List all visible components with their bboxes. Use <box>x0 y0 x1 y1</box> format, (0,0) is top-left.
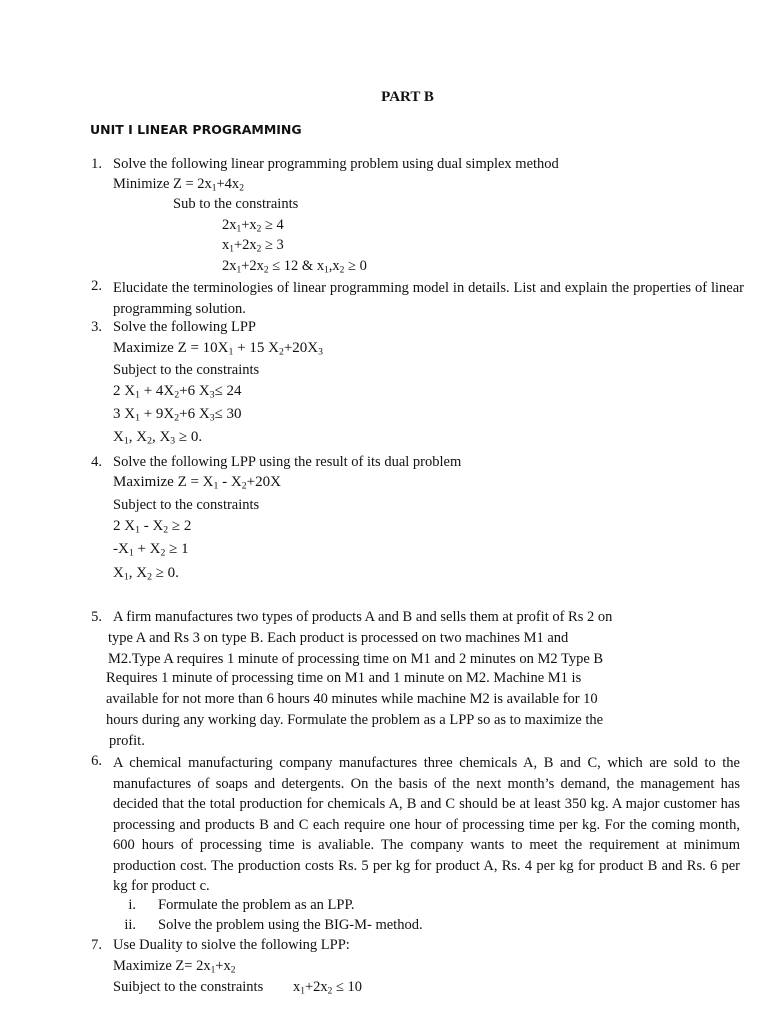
q5-line: profit. <box>109 733 145 749</box>
q7-number: 7. <box>91 937 102 953</box>
q4-sub-label: Subject to the constraints <box>113 497 260 513</box>
q5-line: available for not more than 6 hours 40 minutes while machine M2 is available for 10 <box>106 691 598 707</box>
q1-constraint-2: $x_1+2x_2 \ge 3$ <box>222 237 284 255</box>
q7-objective: Maximize $Z= 2x_1+x_2$ <box>113 958 236 976</box>
q3-constraint-2: 3 $X_1 + 9X_2+6$ $X_3\le 30$ <box>113 406 242 424</box>
q6-sub-i-text: Formulate the problem as an LPP. <box>158 897 355 913</box>
unit-title: UNIT I LINEAR PROGRAMMING <box>90 122 302 137</box>
q5-line: M2.Type A requires 1 minute of processing time on M1 and 2 minutes on M2 Type B <box>108 651 604 667</box>
q5-line: A firm manufactures two types of products A and B and sells them at profit of Rs 2 on <box>113 609 613 625</box>
q4-constraint-1: 2 $X_1 - X_2 \ge 2$ <box>113 518 192 536</box>
q3-number: 3. <box>91 319 102 335</box>
q7-constraint-1: $x_1+2x_2 \le 10$ <box>293 979 363 997</box>
q2-text: Elucidate the terminologies of linear programming model in details. List and explain the properties of linear programming solution. <box>113 280 744 317</box>
q3-constraint-3: $X_1$, $X_2$, $X_3 \ge 0$. <box>113 429 203 447</box>
q1-sub-label: Sub to the constraints <box>173 196 299 212</box>
q1-text: Solve the following linear programming problem using dual simplex method <box>113 156 559 172</box>
q7-text: Use Duality to siolve the following LPP: <box>113 937 350 953</box>
q6-sub-ii-text: Solve the problem using the BIG-M- method. <box>158 917 423 933</box>
q3-text: Solve the following LPP <box>113 319 256 335</box>
q4-number: 4. <box>91 454 102 470</box>
q3-objective: Maximize $Z = 10X_1 + 15$ $X_2+20X_3$ <box>113 340 323 358</box>
q5-line: type A and Rs 3 on type B. Each product is processed on two machines M1 and <box>108 630 569 646</box>
q6-sub-i-number: i. <box>128 897 136 913</box>
q4-objective: Maximize $Z = X_1 - X_2+20X$ <box>113 474 281 492</box>
q5-line: Requires 1 minute of processing time on M1 and 1 minute on M2. Machine M1 is <box>106 670 582 686</box>
q6-number: 6. <box>91 753 102 769</box>
q1-objective: Minimize $Z = 2x_1+4x_2$ <box>113 176 244 194</box>
q4-text: Solve the following LPP using the result of its dual problem <box>113 454 462 470</box>
q1-constraint-3: $2x_1+2x_2 \le 12$ & $x_1,x_2 \ge 0$ <box>222 258 367 276</box>
page-heading: PART B <box>381 89 434 105</box>
q6-sub-ii-number: ii. <box>124 917 136 933</box>
q3-constraint-1: 2 $X_1 + 4X_2+6$ $X_3\le 24$ <box>113 383 242 401</box>
q4-constraint-3: $X_1$, $X_2 \ge 0$. <box>113 565 179 583</box>
q2-number: 2. <box>91 278 102 294</box>
q3-sub-label: Subject to the constraints <box>113 362 260 378</box>
q1-constraint-1: $2x_1+x_2 \ge 4$ <box>222 217 284 235</box>
q7-sub-label: Suibject to the constraints <box>113 979 264 995</box>
q5-number: 5. <box>91 609 102 625</box>
q6-text: A chemical manufacturing company manufactures three chemicals A, B and C, which are sold to the manufactures of soaps and detergents. On the basis of the next month’s demand, the management has decided that the total production for chemicals A, B and C should be at least 350 kg. A major customer has processing and products B and C each require one hour of processing time per kg. For the coming month, 600 hours of processing time is avaliable. The company wants to meet the requirement at minimum production cost. The production costs Rs. 5 per kg for product A, Rs. 4 per kg for product B and Rs. 6 per kg for product c. <box>113 755 740 894</box>
q5-line: hours during any working day. Formulate the problem as a LPP so as to maximize the <box>106 712 604 728</box>
q4-constraint-2: $-X_1 + X_2 \ge 1$ <box>113 541 189 559</box>
q1-number: 1. <box>91 156 102 172</box>
